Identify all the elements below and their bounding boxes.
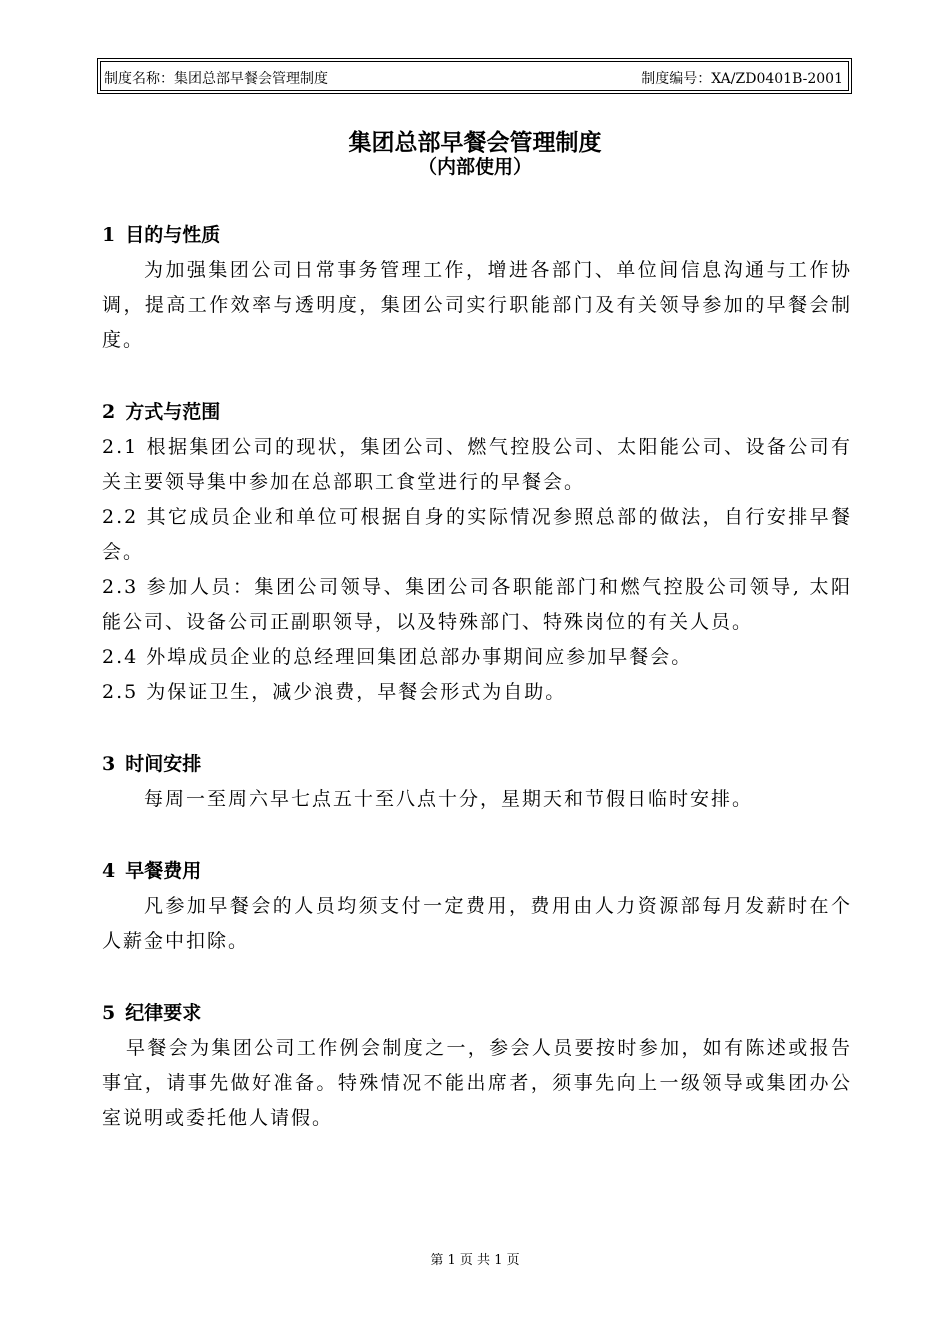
paragraph: 为加强集团公司日常事务管理工作，增进各部门、单位间信息沟通与工作协调，提高工作效率与透明度，集团公司实行职能部门及有关领导参加的早餐会制度。 (102, 259, 852, 351)
section-number: 5 (102, 1002, 116, 1024)
regulation-name: 制度名称：集团总部早餐会管理制度 (104, 71, 328, 87)
paragraph: 凡参加早餐会的人员均须支付一定费用，费用由人力资源部每月发薪时在个人薪金中扣除。 (102, 895, 852, 952)
document-header (97, 58, 852, 94)
section-heading (102, 217, 852, 253)
section-number: 1 (102, 224, 116, 246)
section-title: 目的与性质 (125, 224, 221, 246)
section-title: 早餐费用 (125, 860, 202, 882)
paragraph: 2.4 外埠成员企业的总经理回集团总部办事期间应参加早餐会。 (102, 646, 693, 668)
section-number: 3 (102, 753, 116, 775)
paragraph: 2.3 参加人员：集团公司领导、集团公司各职能部门和燃气控股公司领导, 太阳能公司、设备公司正副职领导，以及特殊部门、特殊岗位的有关人员。 (102, 576, 852, 633)
section-number: 4 (102, 860, 116, 882)
section-number: 2 (102, 401, 116, 423)
regulation-number: 制度编号：XA/ZD0401B-2001 (641, 71, 843, 87)
section-title: 纪律要求 (125, 1002, 202, 1024)
section-heading (102, 853, 852, 889)
section-heading (102, 995, 852, 1031)
paragraph: 2.5 为保证卫生，减少浪费，早餐会形式为自助。 (102, 681, 567, 703)
paragraph: 早餐会为集团公司工作例会制度之一，参会人员要按时参加，如有陈述或报告事宜，请事先做好准备。特殊情况不能出席者，须事先向上一级领导或集团办公室说明或委托他人请假。 (102, 1037, 852, 1129)
page-subtitle: （内部使用） (417, 156, 532, 178)
paragraph: 每周一至周六早七点五十至八点十分，星期天和节假日临时安排。 (144, 788, 754, 810)
paragraph: 2.2 其它成员企业和单位可根据自身的实际情况参照总部的做法，自行安排早餐会。 (102, 506, 852, 563)
page-title: 集团总部早餐会管理制度 (348, 129, 602, 156)
paragraph: 2.1 根据集团公司的现状，集团公司、燃气控股公司、太阳能公司、设备公司有关主要领导集中参加在总部职工食堂进行的早餐会。 (102, 436, 852, 493)
section-title: 方式与范围 (125, 401, 221, 423)
section-heading (102, 746, 852, 782)
section-heading (102, 394, 852, 430)
section-title: 时间安排 (125, 753, 202, 775)
page-footer: 第 1 页 共 1 页 (430, 1253, 520, 1268)
document-body (102, 217, 852, 1136)
